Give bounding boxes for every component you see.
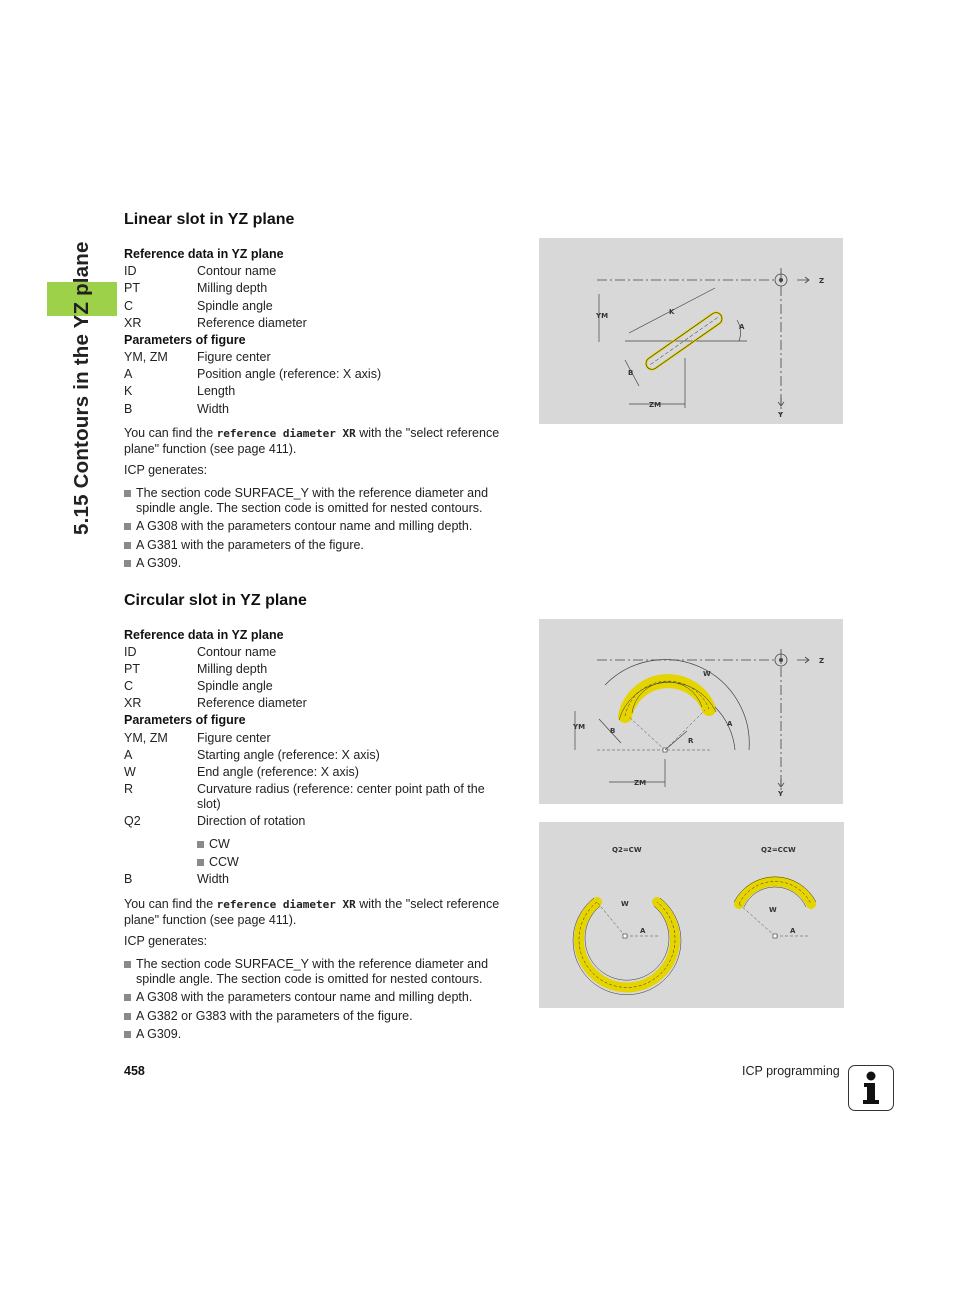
reference-note: You can find the reference diameter XR with the "select reference plane" function (see page 411). — [124, 426, 500, 456]
list-item: A G381 with the parameters of the figure. — [124, 538, 514, 553]
chapter-side-title: 5.15 Contours in the YZ plane — [70, 241, 93, 535]
circular-slot-figure — [539, 619, 843, 804]
ccw-label: Q2=CCW — [761, 846, 796, 854]
reference-note: You can find the reference diameter XR with the "select reference plane" function (see page 411). — [124, 897, 500, 927]
list-item: A G382 or G383 with the parameters of the figure. — [124, 1009, 514, 1024]
section-heading-linear: Linear slot in YZ plane — [124, 211, 295, 228]
cw-label: Q2=CW — [612, 846, 642, 854]
dim-label-ym: YM — [596, 312, 609, 320]
ccw-dim-a: A — [790, 927, 796, 935]
list-item: The section code SURFACE_Y with the reference diameter and spindle angle. The section code is omitted for nested contours. — [124, 957, 514, 986]
params-title: Parameters of figure — [124, 333, 246, 347]
axis-label-y: Y — [778, 790, 784, 798]
cw-dim-a: A — [640, 927, 646, 935]
dim-label-zm: ZM — [634, 779, 647, 787]
dim-label-r: R — [688, 737, 694, 745]
ref-data-title: Reference data in YZ plane — [124, 628, 284, 642]
dim-label-zm: ZM — [649, 401, 662, 409]
list-item: A G309. — [124, 556, 514, 571]
linear-slot-figure — [539, 238, 843, 424]
dim-label-w: W — [703, 670, 711, 678]
cw-dim-w: W — [621, 900, 629, 908]
icp-generates: ICP generates: — [124, 463, 208, 477]
axis-label-z: Z — [819, 277, 825, 285]
info-icon — [848, 1065, 894, 1111]
list-item: A G309. — [124, 1027, 514, 1042]
list-item: The section code SURFACE_Y with the reference diameter and spindle angle. The section code is omitted for nested contours. — [124, 486, 514, 515]
chapter-name: ICP programming — [742, 1064, 840, 1078]
params-title: Parameters of figure — [124, 713, 246, 727]
page-number: 458 — [124, 1064, 145, 1078]
dim-label-k: K — [669, 308, 675, 316]
dim-label-b: B — [628, 369, 634, 377]
list-item: A G308 with the parameters contour name and milling depth. — [124, 990, 514, 1005]
dim-label-a: A — [727, 720, 733, 728]
axis-label-z: Z — [819, 657, 825, 665]
axis-label-y: Y — [778, 411, 784, 419]
dim-label-b: B — [610, 727, 616, 735]
list-item: A G308 with the parameters contour name and milling depth. — [124, 519, 514, 534]
q2-option-ccw: CCW — [197, 855, 297, 870]
dim-label-a: A — [739, 323, 745, 331]
section-heading-circular: Circular slot in YZ plane — [124, 592, 307, 609]
icp-generates: ICP generates: — [124, 934, 208, 948]
ref-data-title: Reference data in YZ plane — [124, 247, 284, 261]
rotation-direction-figure — [539, 822, 844, 1008]
dim-label-ym: YM — [573, 723, 586, 731]
ccw-dim-w: W — [769, 906, 777, 914]
q2-option-cw: CW — [197, 837, 297, 852]
